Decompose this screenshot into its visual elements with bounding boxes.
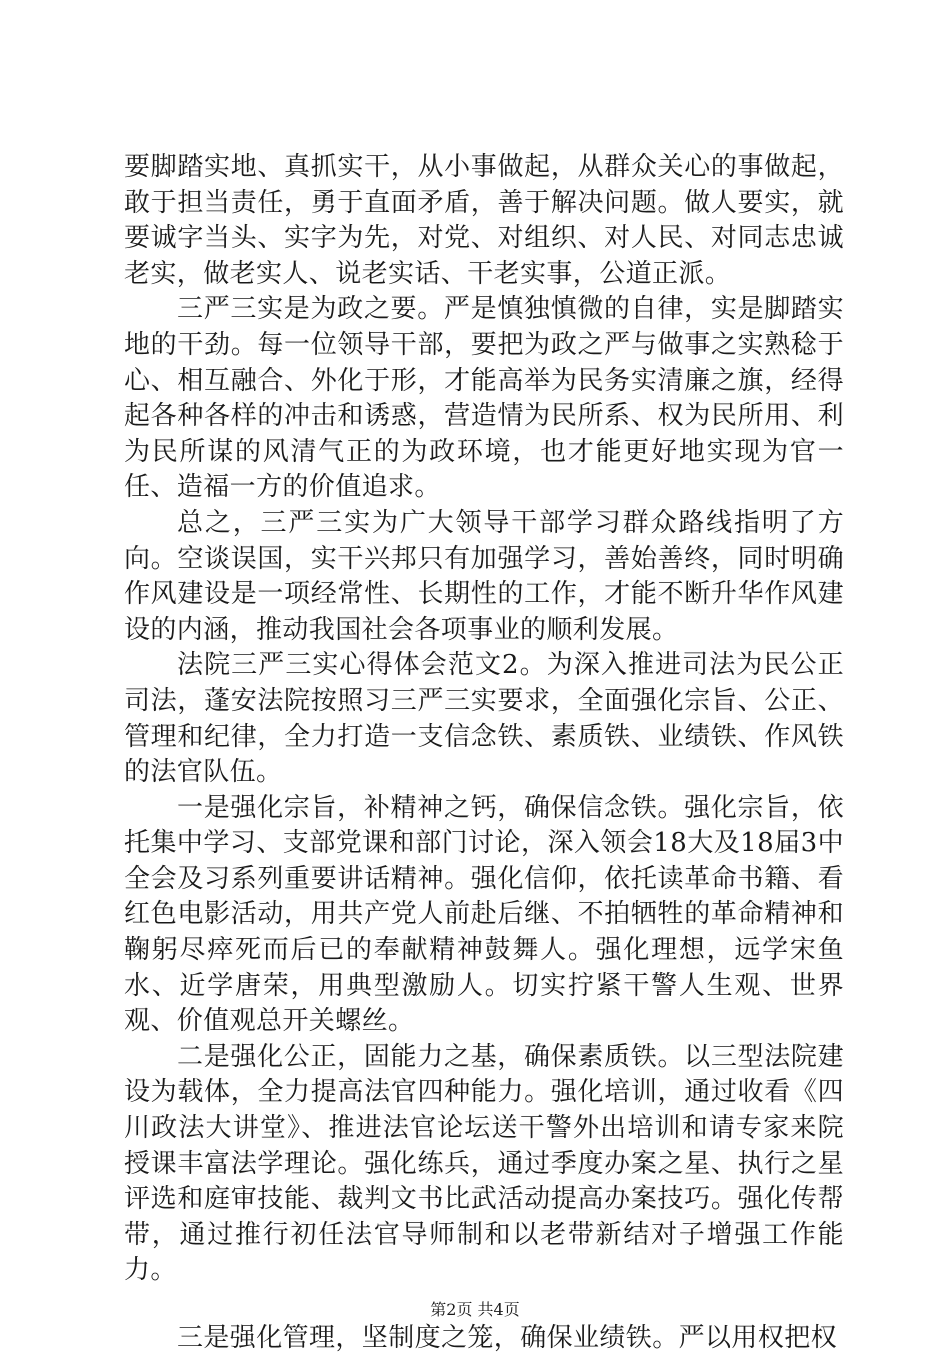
paragraph-three-stricts-importance: 三严三实是为政之要。严是慎独慎微的自律，实是脚踏实地的干劲。每一位领导干部，要把为政之严与做事之实熟稔于心、相互融合、外化于形，才能高举为民务实清廉之旗，经得起各种各样的冲击和诱惑，营造情为民所系、权为民所用、利为民所谋的风清气正的为政环境，也才能更好地实现为官一任、造福一方的价值追求。: [124, 294, 844, 503]
page-footer: 第2页 共4页: [430, 1300, 520, 1319]
paragraph-point-three: 三是强化管理，坚制度之笼，确保业绩铁。严以用权把权: [177, 1323, 838, 1353]
paragraph-point-one: 一是强化宗旨，补精神之钙，确保信念铁。强化宗旨，依托集中学习、支部党课和部门讨论，深入领会18大及18届3中全会及习系列重要讲话精神。强化信仰，依托读革命书籍、看红色电影活动，用共产党人前赴后继、不拍牺牲的革命精神和鞠躬尽瘁死而后已的奉献精神鼓舞人。强化理想，远学宋鱼水、近学唐荣，用典型激励人。切实拧紧干警人生观、世界观、价值观总开关螺丝。: [124, 792, 844, 1037]
paragraph-summary: 总之，三严三实为广大领导干部学习群众路线指明了方向。空谈误国，实干兴邦只有加强学习，善始善终，同时明确作风建设是一项经常性、长期性的工作，才能不断升华作风建设的内涵，推动我国社会各项事业的顺利发展。: [124, 507, 844, 645]
paragraph-continuation: 要脚踏实地、真抓实干，从小事做起，从群众关心的事做起，敢于担当责任，勇于直面矛盾，善于解决问题。做人要实，就要诚字当头、实字为先，对党、对组织、对人民、对同志忠诚老实，做老实人、说老实话、干老实事，公道正派。: [124, 152, 844, 289]
document-body: [124, 150, 844, 1357]
paragraph-court-sample-2: 法院三严三实心得体会范文2。为深入推进司法为民公正司法，蓬安法院按照习三严三实要求，全面强化宗旨、公正、管理和纪律，全力打造一支信念铁、素质铁、业绩铁、作风铁的法官队伍。: [124, 650, 844, 788]
paragraph-point-two: 二是强化公正，固能力之基，确保素质铁。以三型法院建设为载体，全力提高法官四种能力。强化培训，通过收看《四川政法大讲堂》、推进法官论坛送干警外出培训和请专家来院授课丰富法学理论。强化练兵，通过季度办案之星、执行之星评选和庭审技能、裁判文书比武活动提高办案技巧。强化传帮带，通过推行初任法官导师制和以老带新结对子增强工作能力。: [124, 1041, 844, 1286]
